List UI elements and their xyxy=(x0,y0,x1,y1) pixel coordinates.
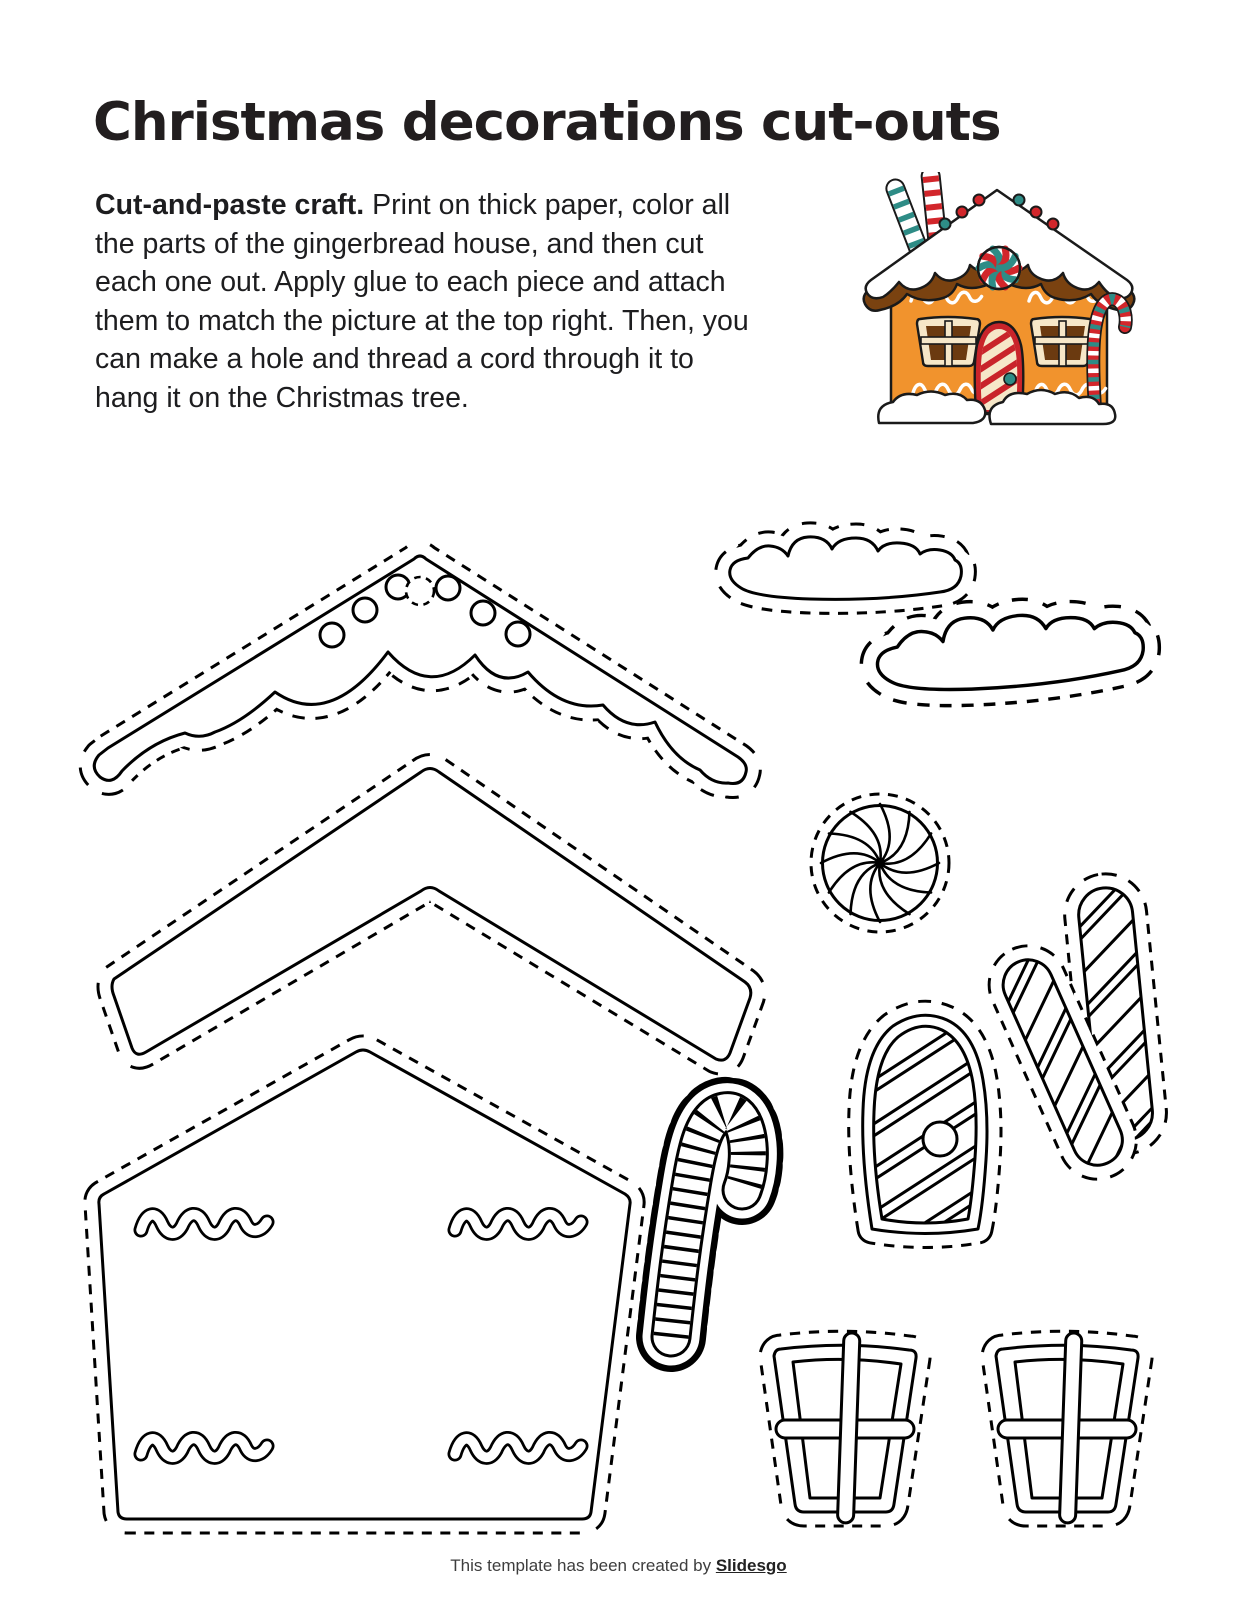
footer-brand-link[interactable]: Slidesgo xyxy=(715,1556,787,1575)
cutout-window-right xyxy=(996,1333,1138,1523)
cutout-house-front xyxy=(99,1050,630,1519)
intro-body: Print on thick paper, color all the parts of the gingerbread house, and then cut each one out. Apply glue to each piece and attach them to match the picture at the top right. Then, you can make a hole and thread a cord through it to hang it on the Christmas tree. xyxy=(95,189,749,414)
house-door-knob xyxy=(1004,373,1016,385)
cutout-roof-snow-cap xyxy=(94,556,746,784)
intro-paragraph xyxy=(95,186,759,417)
house-window xyxy=(917,317,980,366)
door-knob xyxy=(923,1122,957,1156)
cutout-snow-drift-small xyxy=(730,537,962,599)
cutout-snow-drift-large xyxy=(875,606,1146,696)
cutout-candy-cane xyxy=(671,1112,748,1337)
house-candy-stick-teal xyxy=(895,189,918,249)
hanging-hole-mark xyxy=(406,577,434,605)
house-peppermint-window xyxy=(978,247,1020,289)
cutout-window-left xyxy=(774,1333,916,1523)
intro-lead: Cut-and-paste craft. xyxy=(95,189,365,221)
gingerbread-house-illustration xyxy=(849,172,1139,447)
cutout-peppermint-candy xyxy=(811,794,949,932)
cutout-roof xyxy=(112,769,751,1061)
footer-credit-text: This template has been created by xyxy=(450,1556,716,1575)
cutout-door xyxy=(835,995,1005,1337)
house-candy-cane xyxy=(1093,299,1125,408)
page-title: Christmas decorations cut-outs xyxy=(93,92,1001,153)
footer-credit xyxy=(0,1556,1237,1576)
